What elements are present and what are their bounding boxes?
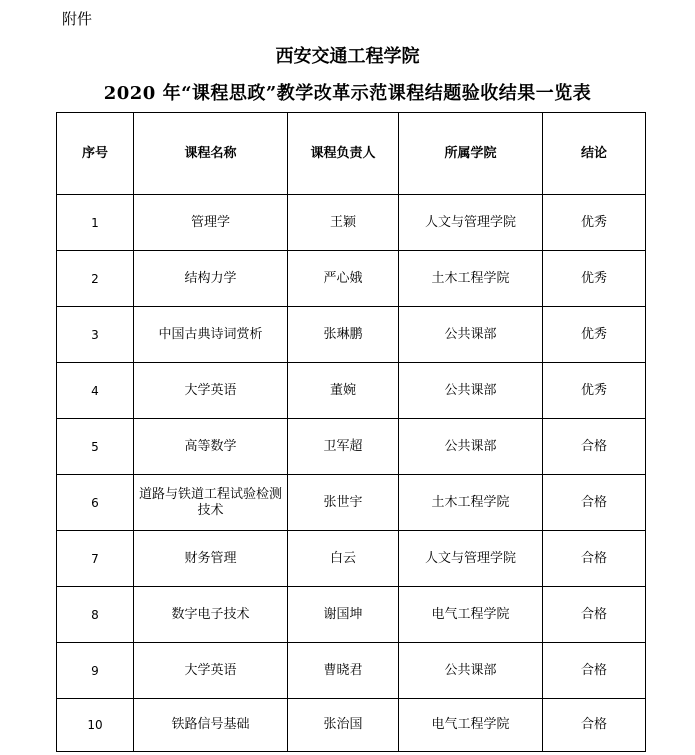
cell-index: 7 (57, 531, 134, 587)
column-header-course-name: 课程名称 (134, 113, 288, 195)
cell-course-name: 数字电子技术 (134, 587, 288, 643)
cell-course-name: 大学英语 (134, 643, 288, 699)
cell-college: 电气工程学院 (399, 699, 543, 752)
cell-index: 8 (57, 587, 134, 643)
column-header-college: 所属学院 (399, 113, 543, 195)
results-table (56, 112, 646, 752)
cell-index: 2 (57, 251, 134, 307)
cell-result: 优秀 (543, 195, 646, 251)
cell-college: 人文与管理学院 (399, 531, 543, 587)
cell-index: 6 (57, 475, 134, 531)
cell-index: 9 (57, 643, 134, 699)
table-row (57, 251, 646, 307)
cell-index: 4 (57, 363, 134, 419)
cell-index: 5 (57, 419, 134, 475)
table-row (57, 475, 646, 531)
cell-lead-teacher: 曹晓君 (288, 643, 399, 699)
attachment-label: 附件 (62, 10, 93, 28)
table-row (57, 643, 646, 699)
cell-result: 优秀 (543, 307, 646, 363)
cell-lead-teacher: 董婉 (288, 363, 399, 419)
cell-result: 合格 (543, 587, 646, 643)
document-title: 西安交通工程学院 (275, 46, 420, 67)
table-header-row (57, 113, 646, 195)
cell-index: 1 (57, 195, 134, 251)
cell-lead-teacher: 张治国 (288, 699, 399, 752)
table-row (57, 363, 646, 419)
cell-result: 合格 (543, 419, 646, 475)
table-row (57, 587, 646, 643)
cell-course-name: 道路与铁道工程试验检测技术 (134, 475, 288, 531)
cell-course-name: 中国古典诗词赏析 (134, 307, 288, 363)
column-header-result: 结论 (543, 113, 646, 195)
cell-lead-teacher: 严心娥 (288, 251, 399, 307)
cell-index: 10 (57, 699, 134, 752)
table-row (57, 195, 646, 251)
cell-lead-teacher: 白云 (288, 531, 399, 587)
table-row (57, 531, 646, 587)
cell-result: 优秀 (543, 363, 646, 419)
cell-college: 电气工程学院 (399, 587, 543, 643)
cell-college: 公共课部 (399, 419, 543, 475)
document-subtitle: 2020 年“课程思政”教学改革示范课程结题验收结果一览表 (103, 83, 592, 104)
table-row (57, 419, 646, 475)
cell-college: 土木工程学院 (399, 251, 543, 307)
cell-course-name: 大学英语 (134, 363, 288, 419)
cell-lead-teacher: 张世宇 (288, 475, 399, 531)
cell-result: 优秀 (543, 251, 646, 307)
cell-course-name: 铁路信号基础 (134, 699, 288, 752)
cell-index: 3 (57, 307, 134, 363)
cell-college: 公共课部 (399, 643, 543, 699)
column-header-index: 序号 (57, 113, 134, 195)
cell-course-name: 管理学 (134, 195, 288, 251)
cell-course-name: 高等数学 (134, 419, 288, 475)
cell-result: 合格 (543, 643, 646, 699)
cell-result: 合格 (543, 531, 646, 587)
cell-lead-teacher: 王颖 (288, 195, 399, 251)
cell-college: 公共课部 (399, 363, 543, 419)
cell-college: 公共课部 (399, 307, 543, 363)
cell-course-name: 财务管理 (134, 531, 288, 587)
column-header-lead-teacher: 课程负责人 (288, 113, 399, 195)
cell-college: 人文与管理学院 (399, 195, 543, 251)
table-row (57, 307, 646, 363)
cell-result: 合格 (543, 475, 646, 531)
cell-college: 土木工程学院 (399, 475, 543, 531)
cell-result: 合格 (543, 699, 646, 752)
cell-lead-teacher: 张琳鹏 (288, 307, 399, 363)
cell-course-name: 结构力学 (134, 251, 288, 307)
cell-lead-teacher: 卫军超 (288, 419, 399, 475)
table-row (57, 699, 646, 752)
cell-lead-teacher: 谢国坤 (288, 587, 399, 643)
